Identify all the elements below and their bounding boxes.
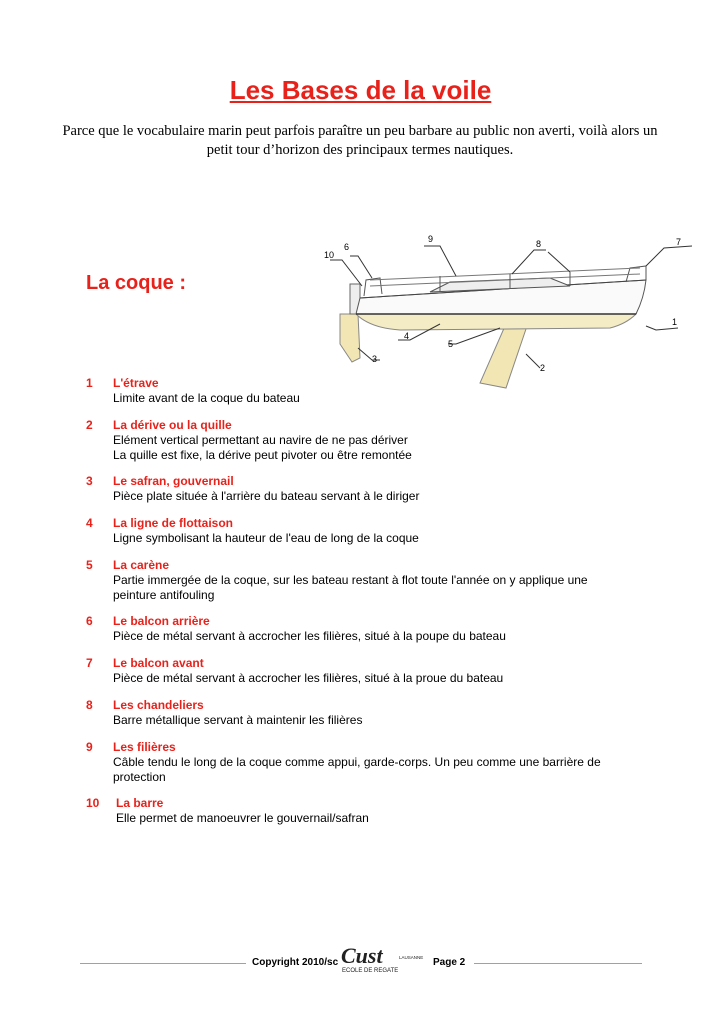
diagram-label-2: 2 [540, 363, 546, 373]
item-description: Pièce de métal servant à accrocher les filières, situé à la proue du bateau [113, 671, 504, 685]
footer-rule-left [80, 963, 246, 964]
item-description: Ligne symbolisant la hauteur de l'eau de long de la coque [113, 531, 419, 545]
footer-copyright: Copyright 2010/sc [252, 957, 339, 968]
item-title: La dérive ou la quille [113, 418, 232, 432]
page-title: Les Bases de la voile [229, 75, 492, 105]
svg-text:ECOLE DE REGATE: ECOLE DE REGATE [342, 968, 399, 974]
item-description: Pièce de métal servant à accrocher les filières, situé à la poupe du bateau [113, 629, 506, 643]
item-title: Le safran, gouvernail [113, 474, 234, 488]
rudder-shape [340, 314, 360, 362]
item-description: Barre métallique servant à maintenir les filières [113, 713, 363, 727]
item-number: 7 [86, 656, 93, 670]
item-title: L'étrave [113, 376, 159, 390]
diagram-label-1: 1 [672, 317, 678, 327]
svg-text:Cust: Cust [341, 943, 383, 968]
item-number: 2 [86, 418, 93, 432]
item-title: La carène [113, 558, 170, 572]
diagram-label-10: 10 [324, 250, 335, 260]
item-number: 6 [86, 614, 93, 628]
section-title: La coque : [86, 272, 187, 294]
footer-page-number: Page 2 [433, 957, 466, 968]
item-description: Elle permet de manoeuvrer le gouvernail/safran [116, 811, 369, 825]
diagram-label-3: 3 [372, 354, 378, 364]
item-title: La barre [116, 796, 164, 810]
diagram-label-6: 6 [344, 242, 350, 252]
item-title: Le balcon arrière [113, 614, 210, 628]
item-number: 4 [86, 516, 93, 530]
item-title: Le balcon avant [113, 656, 204, 670]
item-number: 1 [86, 376, 93, 390]
boat-hull-diagram [300, 228, 700, 398]
item-description: Pièce plate située à l'arrière du bateau servant à le diriger [113, 489, 420, 503]
item-title: La ligne de flottaison [113, 516, 234, 530]
item-description: Limite avant de la coque du bateau [113, 391, 300, 405]
cust-logo [339, 943, 431, 975]
keel-shape [480, 326, 527, 388]
diagram-label-7: 7 [676, 237, 682, 247]
svg-text:LAUSANNE: LAUSANNE [399, 955, 424, 960]
item-number: 5 [86, 558, 93, 572]
item-number: 8 [86, 698, 93, 712]
hull-bottom [356, 314, 636, 330]
intro-paragraph: Parce que le vocabulaire marin peut parfois paraître un peu barbare au public non averti, voilà alors un petit tour d’horizon des principaux termes nautiques. [62, 123, 658, 158]
item-description: Câble tendu le long de la coque comme appui, garde-corps. Un peu comme une barrière de protection [113, 755, 601, 784]
item-description: Partie immergée de la coque, sur les bateau restant à flot toute l'année on y applique une peinture antifouling [113, 573, 588, 602]
item-number: 3 [86, 474, 93, 488]
item-description: Elément vertical permettant au navire de ne pas dériver La quille est fixe, la dérive peut pivoter ou être remontée [113, 433, 412, 462]
item-title: Les filières [113, 740, 176, 754]
diagram-label-9: 9 [428, 234, 434, 244]
diagram-label-5: 5 [448, 339, 454, 349]
diagram-label-4: 4 [404, 331, 410, 341]
item-title: Les chandeliers [113, 698, 204, 712]
diagram-label-8: 8 [536, 239, 542, 249]
footer-rule-right [474, 963, 642, 964]
item-number: 10 [86, 796, 100, 810]
item-number: 9 [86, 740, 93, 754]
